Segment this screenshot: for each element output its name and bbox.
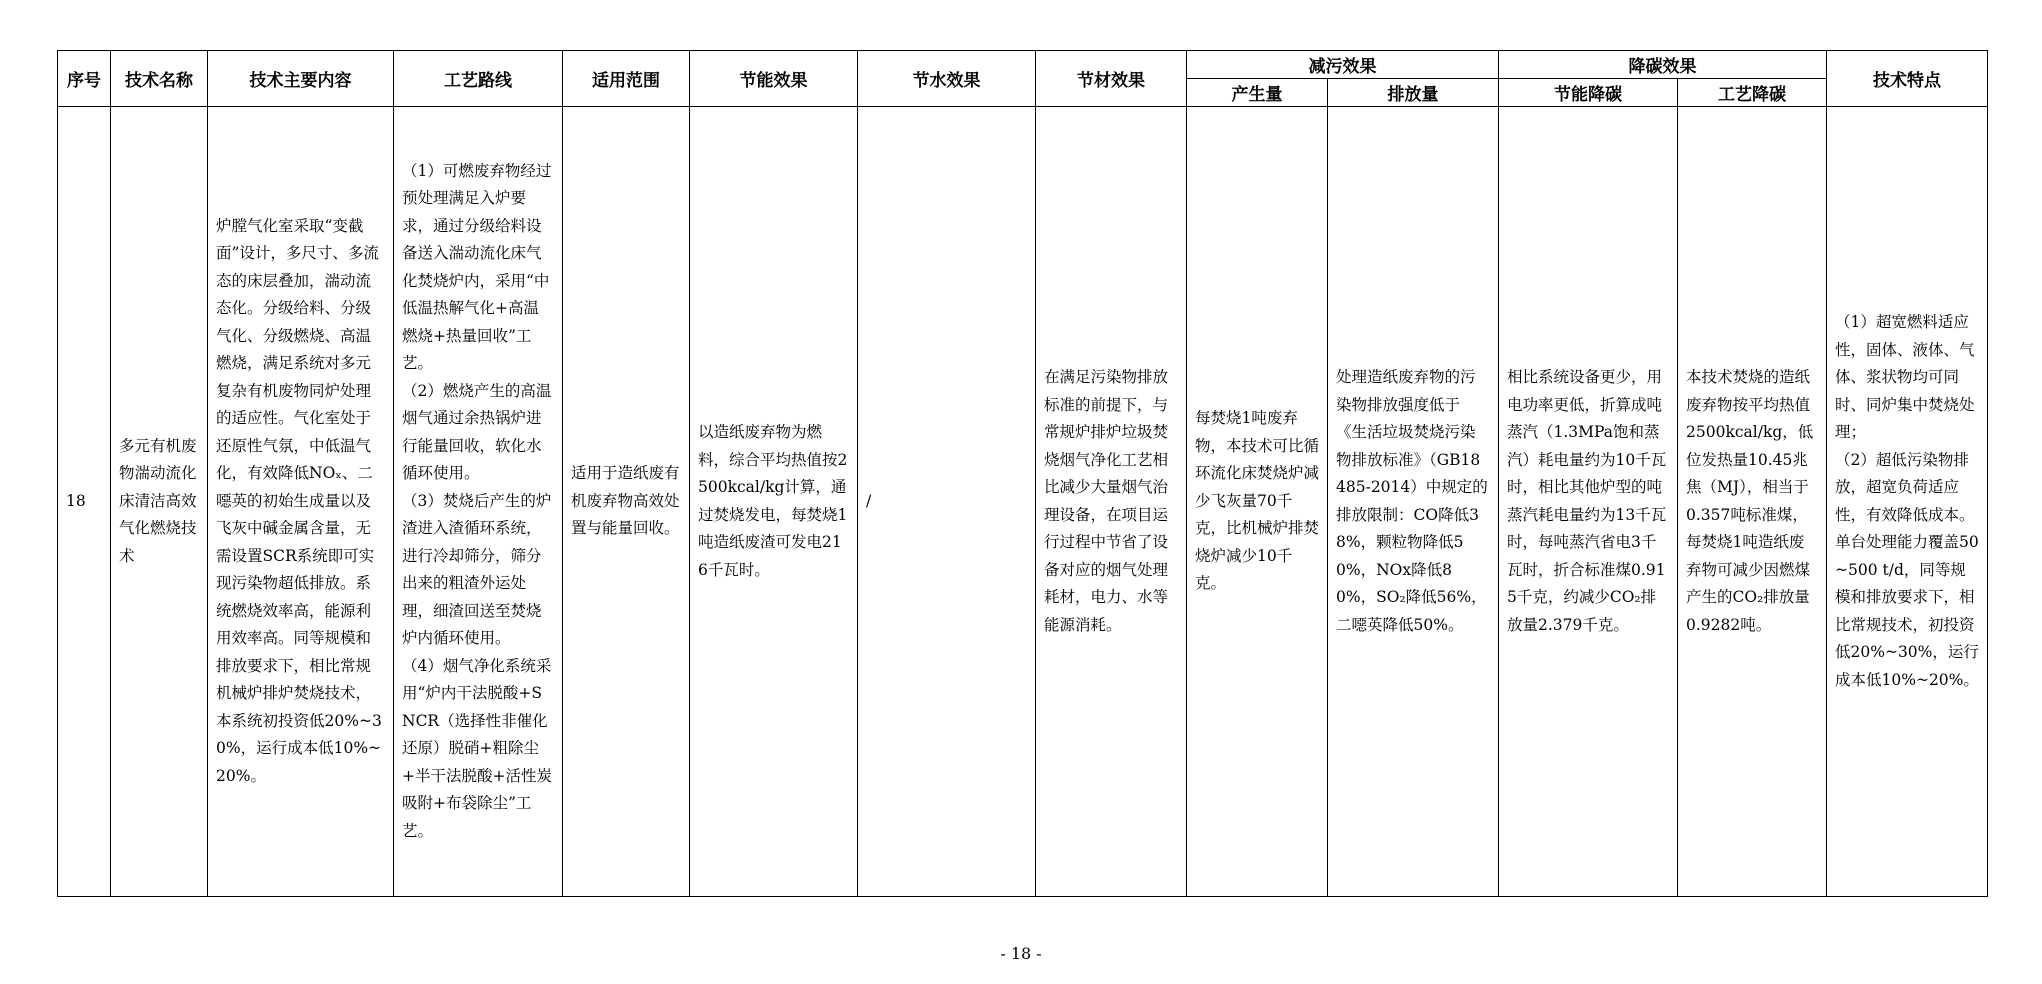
header-emission: 排放量	[1328, 79, 1499, 107]
cell-emission: 处理造纸废弃物的污染物排放强度低于《生活垃圾焚烧污染物排放标准》（GB18485-2014）中规定的排放限制：CO降低38%，颗粒物降低50%，NOx降低80%，SO₂降低56%，二噁英降低50%。	[1328, 107, 1499, 897]
cell-no: 18	[58, 107, 111, 897]
header-material: 节材效果	[1036, 51, 1187, 107]
technology-table	[57, 50, 1988, 897]
header-water: 节水效果	[858, 51, 1036, 107]
cell-process-carbon: 本技术焚烧的造纸废弃物按平均热值2500kcal/kg，低位发热量10.45兆焦（MJ），相当于0.357吨标准煤，每焚烧1吨造纸废弃物可减少因燃煤产生的CO₂排放量0.9282吨。	[1678, 107, 1827, 897]
cell-features	[1827, 107, 1988, 897]
header-carbon-group: 降碳效果	[1499, 51, 1827, 79]
route-step-1: （1）可燃废弃物经过预处理满足入炉要求，通过分级给料设备送入湍动流化床气化焚烧炉内，采用“中低温热解气化+高温燃烧+热量回收”工艺。	[402, 161, 552, 373]
cell-material: 在满足污染物排放标准的前提下，与常规炉排炉垃圾焚烧烟气净化工艺相比减少大量烟气治理设备，在项目运行过程中节省了设备对应的烟气处理耗材，电力、水等能源消耗。	[1036, 107, 1187, 897]
feature-1: （1）超宽燃料适应性，固体、液体、气体、浆状物均可同时、同炉集中焚烧处理；	[1835, 313, 1975, 441]
header-pollution-group: 减污效果	[1187, 51, 1499, 79]
cell-route	[394, 107, 563, 897]
table-row	[58, 107, 1988, 897]
header-features: 技术特点	[1827, 51, 1988, 107]
cell-scope: 适用于造纸废有机废弃物高效处置与能量回收。	[563, 107, 690, 897]
header-process-carbon: 工艺降碳	[1678, 79, 1827, 107]
header-energy-carbon: 节能降碳	[1499, 79, 1678, 107]
cell-water: /	[858, 107, 1036, 897]
header-energy: 节能效果	[690, 51, 858, 107]
route-step-2: （2）燃烧产生的高温烟气通过余热锅炉进行能量回收，软化水循环使用。	[402, 381, 552, 483]
route-step-4: （4）烟气净化系统采用“炉内干法脱酸+SNCR（选择性非催化还原）脱硝+粗除尘+半干法脱酸+活性炭吸附+布袋除尘”工艺。	[402, 656, 552, 840]
header-no: 序号	[58, 51, 111, 107]
header-name: 技术名称	[111, 51, 208, 107]
feature-2: （2）超低污染物排放，超宽负荷适应性，有效降低成本。单台处理能力覆盖50~500 t/d，同等规模和排放要求下，相比常规技术，初投资低20%~30%，运行成本低10%~20%。	[1835, 450, 1979, 689]
page-number: - 18 -	[1000, 944, 1042, 963]
header-generation: 产生量	[1187, 79, 1328, 107]
cell-name: 多元有机废物湍动流化床清洁高效气化燃烧技术	[111, 107, 208, 897]
route-step-3: （3）焚烧后产生的炉渣进入渣循环系统，进行冷却筛分，筛分出来的粗渣外运处理，细渣回送至焚烧炉内循环使用。	[402, 491, 552, 648]
cell-energy: 以造纸废弃物为燃料，综合平均热值按2500kcal/kg计算，通过焚烧发电，每焚烧1吨造纸废渣可发电216千瓦时。	[690, 107, 858, 897]
header-scope: 适用范围	[563, 51, 690, 107]
header-content: 技术主要内容	[208, 51, 394, 107]
cell-energy-carbon: 相比系统设备更少，用电功率更低，折算成吨蒸汽（1.3MPa饱和蒸汽）耗电量约为10千瓦时，相比其他炉型的吨蒸汽耗电量约为13千瓦时，每吨蒸汽省电3千瓦时，折合标准煤0.915千克，约减少CO₂排放量2.379千克。	[1499, 107, 1678, 897]
cell-content: 炉膛气化室采取“变截面”设计，多尺寸、多流态的床层叠加，湍动流态化。分级给料、分级气化、分级燃烧、高温燃烧，满足系统对多元复杂有机废物同炉处理的适应性。气化室处于还原性气氛，中低温气化，有效降低NOₓ、二噁英的初始生成量以及飞灰中碱金属含量，无需设置SCR系统即可实现污染物超低排放。系统燃烧效率高，能源利用效率高。同等规模和排放要求下，相比常规机械炉排炉焚烧技术，本系统初投资低20%~30%，运行成本低10%~20%。	[208, 107, 394, 897]
cell-generation: 每焚烧1吨废弃物，本技术可比循环流化床焚烧炉减少飞灰量70千克，比机械炉排焚烧炉减少10千克。	[1187, 107, 1328, 897]
header-route: 工艺路线	[394, 51, 563, 107]
